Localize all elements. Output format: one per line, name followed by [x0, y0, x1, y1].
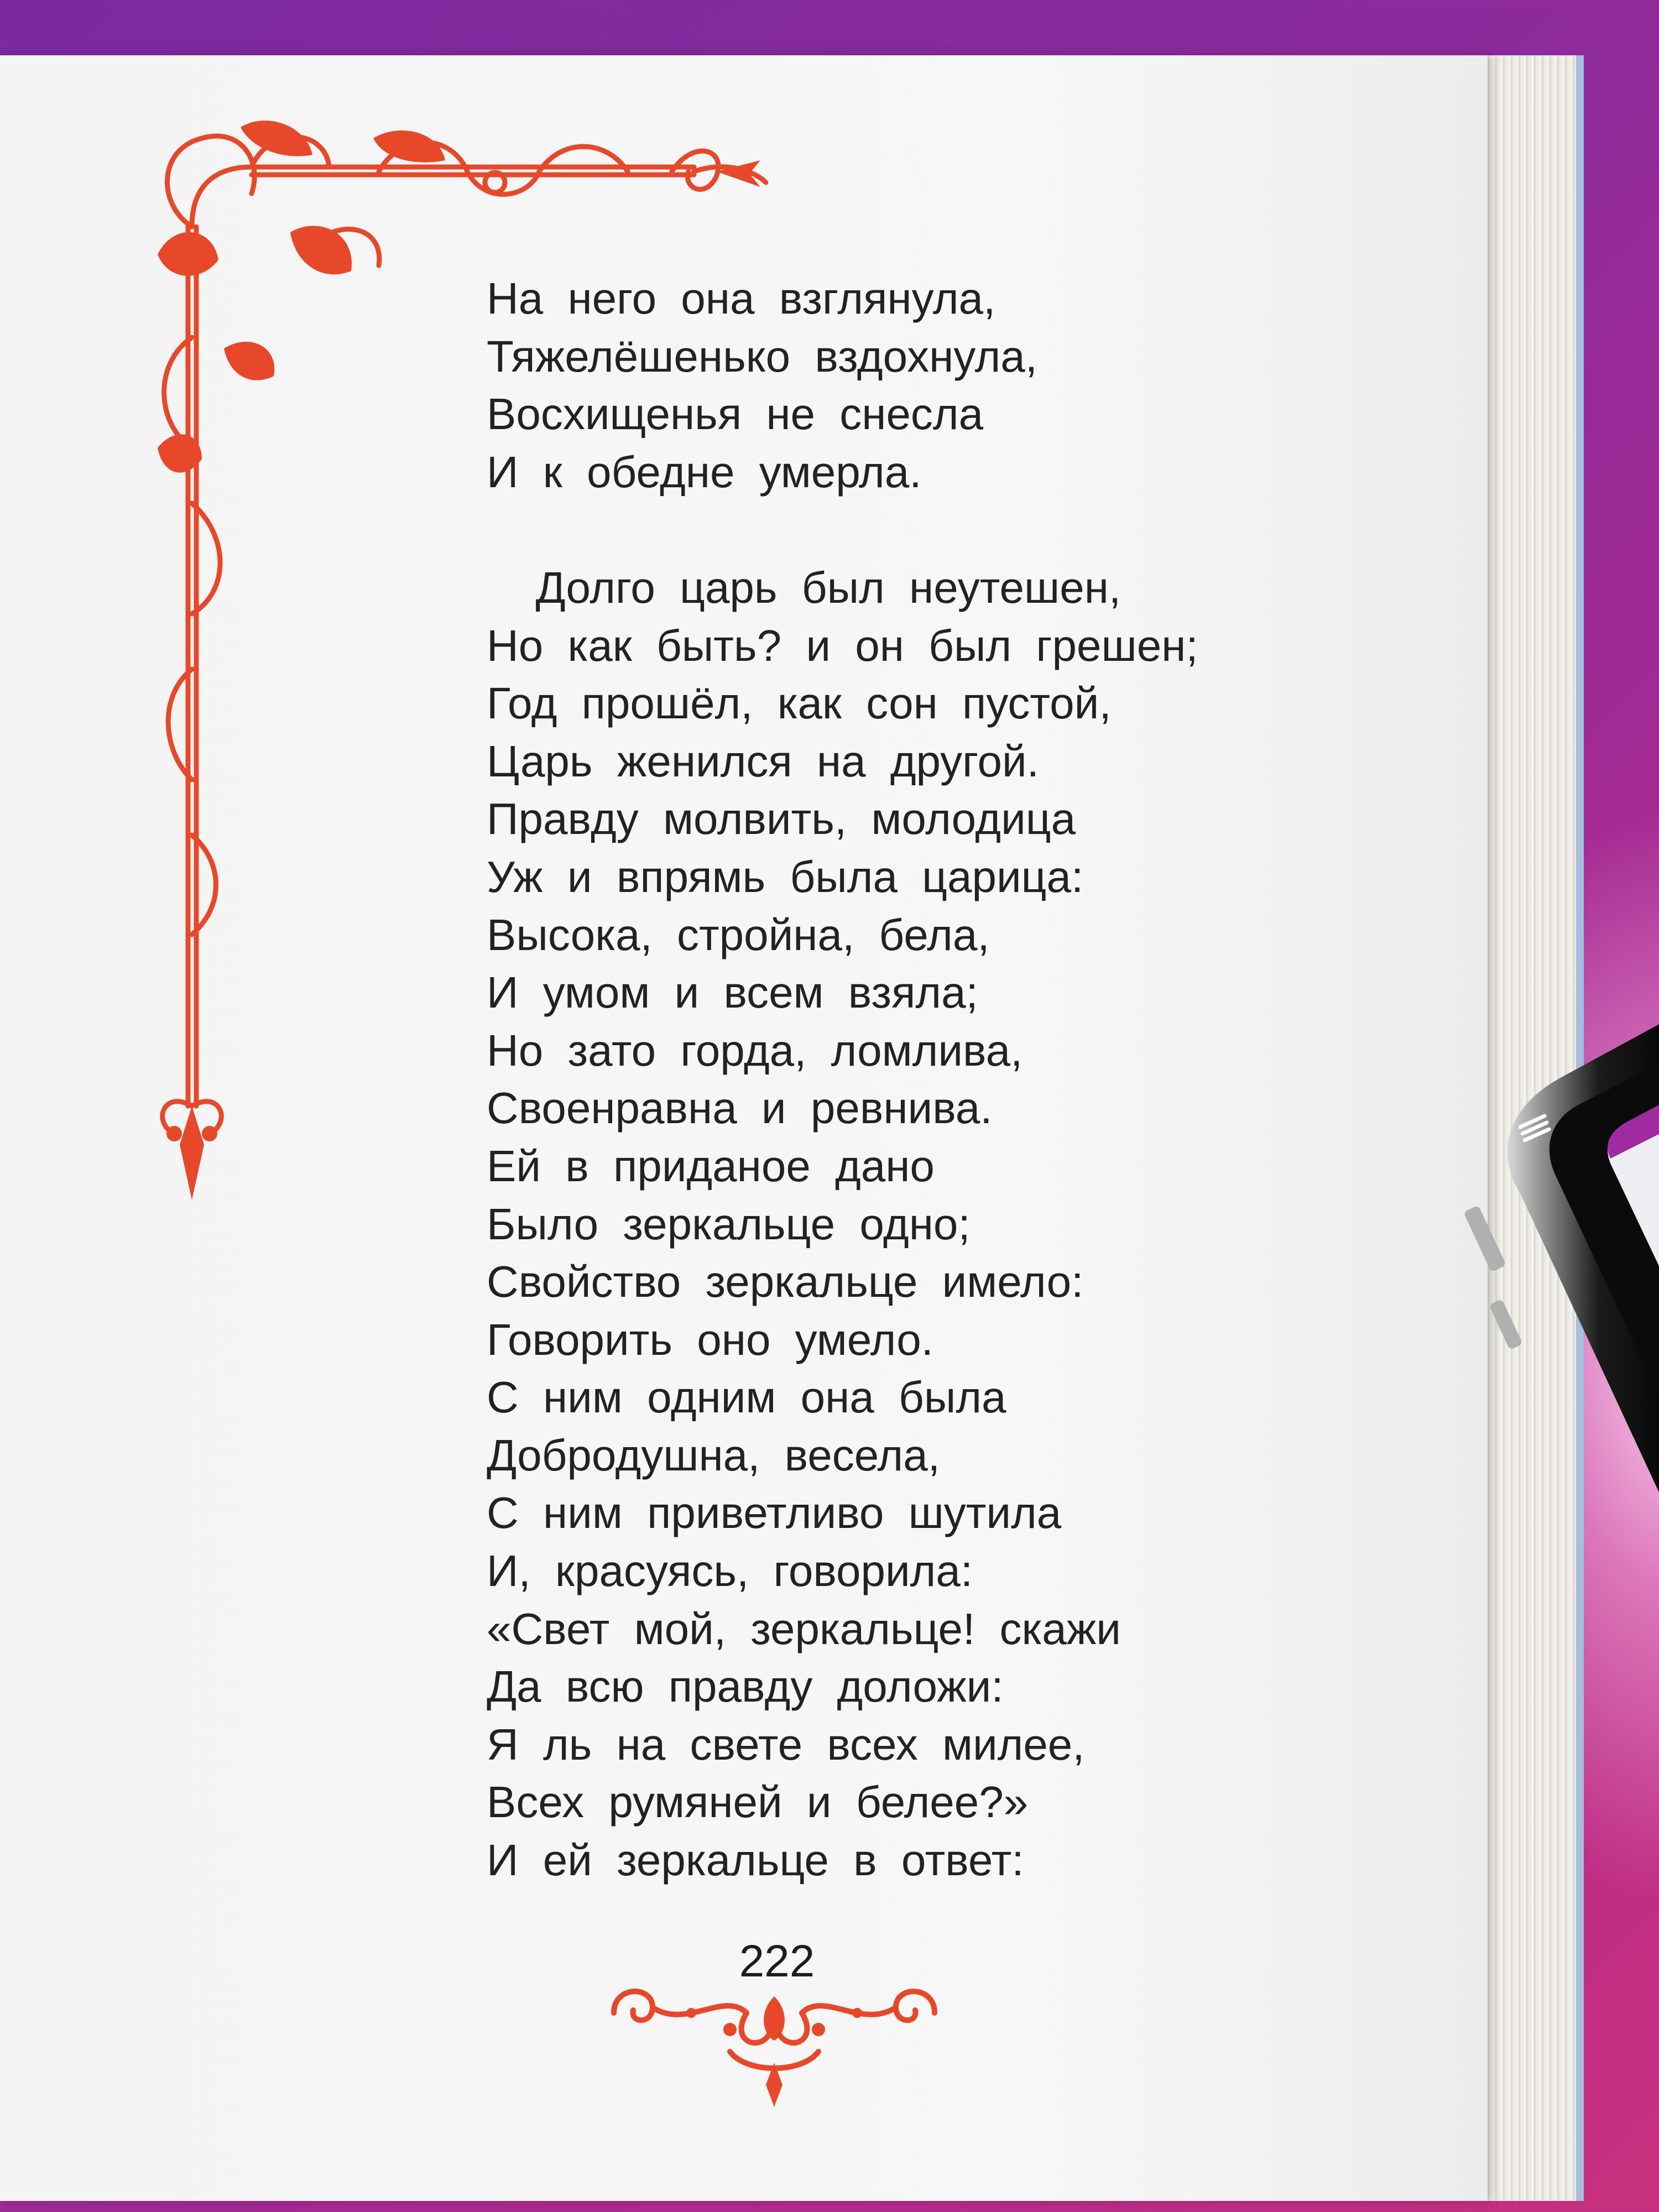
poem-line: Свойство зеркальце имело:	[487, 1257, 1084, 1307]
page-number: 222	[739, 1936, 815, 1986]
floral-scroll-ornament-icon	[603, 1980, 946, 2112]
poem-line: И умом и всем взяла;	[487, 968, 978, 1018]
poem-line: «Свет мой, зеркальце! скажи	[487, 1604, 1121, 1653]
poem-line: Было зеркальце одно;	[487, 1199, 971, 1249]
poem-text	[487, 270, 1261, 1890]
poem-line: Тяжелёшенько вздохнула,	[487, 331, 1037, 381]
stanza-gap	[487, 501, 1261, 559]
poem-line: С ним приветливо шутила	[487, 1488, 1062, 1538]
poem-line: Добродушна, весела,	[487, 1430, 940, 1480]
poem-line: С ним одним она была	[487, 1373, 1006, 1422]
poem-line: И, красуясь, говорила:	[487, 1546, 973, 1596]
poem-line: Ей в приданое дано	[487, 1141, 935, 1191]
poem-line: И ей зеркальце в ответ:	[487, 1835, 1024, 1885]
poem-line: Своенравна и ревнива.	[487, 1083, 993, 1133]
poem-line: На него она взглянула,	[487, 274, 996, 323]
poem-line: И к обедне умерла.	[487, 447, 922, 497]
poem-line: Да всю правду доложи:	[487, 1662, 1004, 1712]
poem-line: Но зато горда, ломлива,	[487, 1025, 1023, 1075]
poem-line: Говорить оно умело.	[487, 1314, 933, 1364]
poem-line: Восхищенья не снесла	[487, 389, 984, 439]
poem-line: Уж и впрямь была царица:	[487, 852, 1084, 901]
poem-line: Я ль на свете всех милее,	[487, 1719, 1085, 1769]
poem-line: Правду молвить, молодица	[487, 794, 1076, 844]
hamburger-menu-icon[interactable]	[1518, 1112, 1557, 1145]
poem-line: Всех румяней и белее?»	[487, 1777, 1029, 1827]
smartphone-device	[1460, 940, 1659, 1880]
poem-line: Но как быть? и он был грешен;	[487, 620, 1198, 670]
poem-line: Высока, стройна, бела,	[487, 910, 990, 959]
poem-line: Долго царь был неутешен,	[487, 562, 1121, 612]
poem-line: Год прошёл, как сон пустой,	[487, 679, 1112, 728]
poem-line: Царь женился на другой.	[487, 736, 1039, 786]
